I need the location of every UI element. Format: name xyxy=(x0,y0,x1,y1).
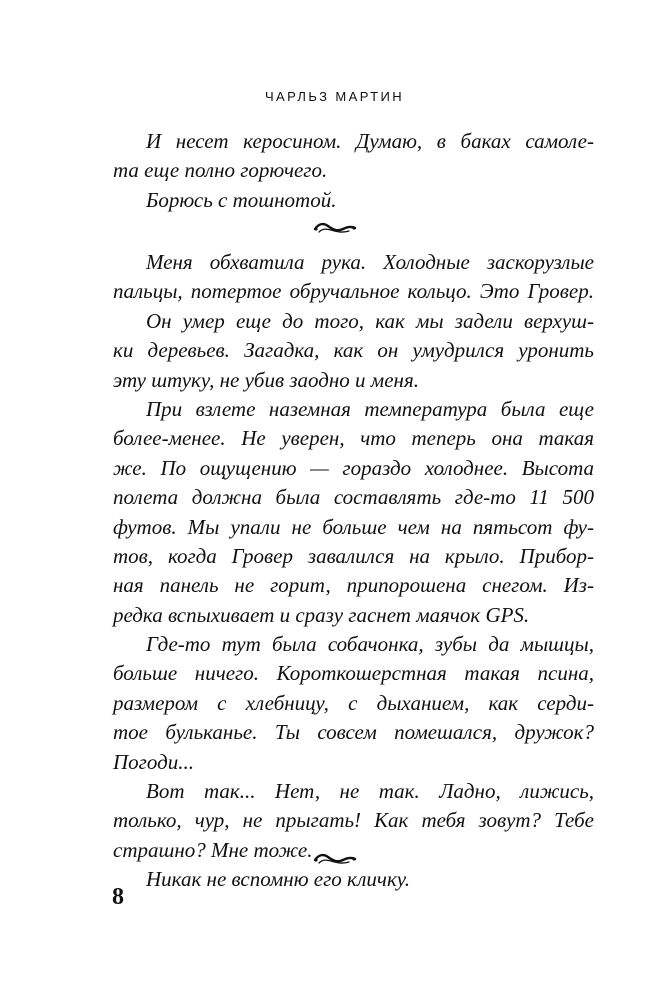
text-line: Борюсь с тошнотой. xyxy=(146,187,337,212)
text-block-1 xyxy=(113,127,594,215)
text-block-2 xyxy=(113,248,594,895)
text-line: Погоди... xyxy=(113,749,194,774)
text-line: страшно? Мне тоже. xyxy=(113,837,313,862)
text-line: редка вспыхивает и сразу гаснет маячок GPS. xyxy=(113,602,530,627)
text-line: больше ничего. Короткошерстная такая псина, xyxy=(113,661,594,686)
text-line: Где-то тут была собачонка, зубы да мышцы, xyxy=(146,632,594,657)
text-line: только, чур, не прыгать! Как тебя зовут? Тебе xyxy=(113,808,594,833)
page-number: 8 xyxy=(112,884,124,910)
text-line: Меня обхватила рука. Холодные заскорузлые xyxy=(146,250,594,274)
text-line: же. По ощущению — гораздо холоднее. Высота xyxy=(113,455,594,480)
swash-ornament-icon xyxy=(313,851,357,867)
section-divider-ornament xyxy=(0,220,669,240)
text-line: тое бульканье. Ты совсем помешался, дружок? xyxy=(113,720,594,745)
text-line: футов. Мы упали не больше чем на пятьсот фу- xyxy=(113,514,594,539)
text-line: ки деревьев. Загадка, как он умудрился уронить xyxy=(113,338,594,363)
text-line: та еще полно горючего. xyxy=(113,158,328,183)
text-line: пальцы, потертое обручальное кольцо. Это Гровер. xyxy=(113,279,594,304)
swash-ornament-icon xyxy=(313,220,357,236)
section-divider-ornament xyxy=(0,851,669,871)
text-line: размером с хлебницу, с дыханием, как серди- xyxy=(113,690,594,715)
running-head: ЧАРЛЬЗ МАРТИН xyxy=(264,89,405,104)
text-line: Вот так... Нет, не так. Ладно, лижись, xyxy=(146,779,594,804)
text-line: ная панель не горит, припорошена снегом. Из- xyxy=(113,573,594,598)
text-line: При взлете наземная температура была еще xyxy=(146,396,594,421)
text-line: тов, когда Гровер завалился на крыло. Прибор- xyxy=(113,543,594,568)
text-line: И несет керосином. Думаю, в баках самоле- xyxy=(146,129,594,153)
text-line: Никак не вспомню его кличку. xyxy=(146,867,411,892)
text-line: Он умер еще до того, как мы задели верхуш- xyxy=(146,308,594,333)
text-line: полета должна была составлять где-то 11 500 xyxy=(113,485,594,510)
text-line: более-менее. Не уверен, что теперь она такая xyxy=(113,426,594,451)
text-line: эту штуку, не убив заодно и меня. xyxy=(113,367,419,392)
